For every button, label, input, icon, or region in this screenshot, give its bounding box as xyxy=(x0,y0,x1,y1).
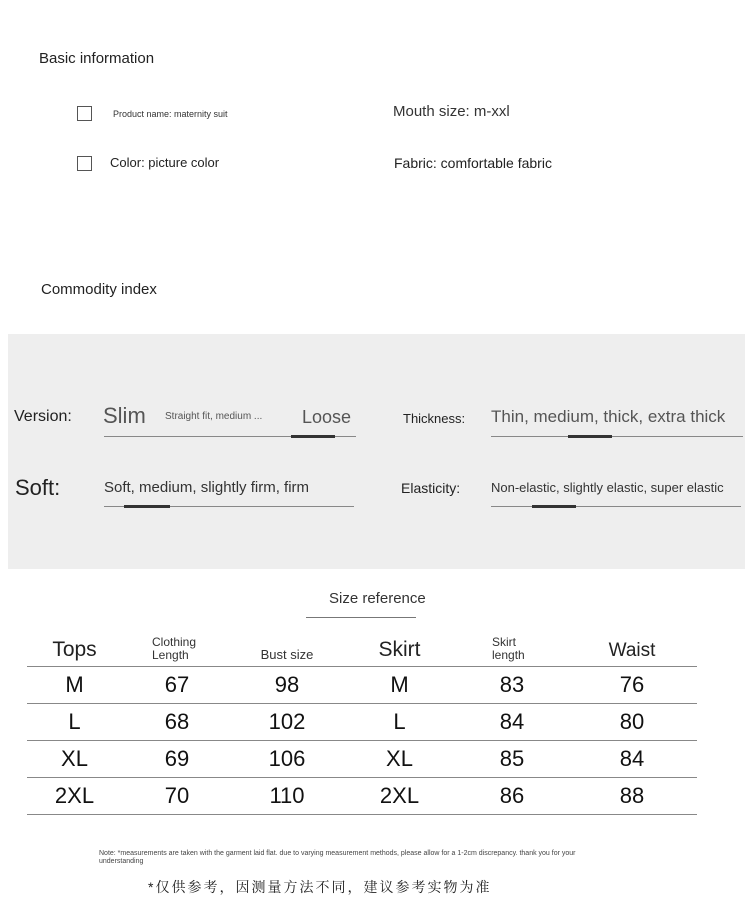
cell-tops-size: XL xyxy=(27,741,122,778)
header-bust-size: Bust size xyxy=(232,624,342,667)
product-name-checkbox[interactable] xyxy=(77,106,92,121)
cell-tops-size: M xyxy=(27,667,122,704)
measurement-note: Note: *measurements are taken with the garment laid flat. due to varying measurement methods, please allow for a 1-2cm discrepancy. thank you for your understanding xyxy=(99,850,576,865)
version-loose: Loose xyxy=(302,407,352,427)
cell-skirt-size: L xyxy=(342,704,457,741)
version-indicator xyxy=(291,435,335,438)
commodity-index-panel xyxy=(8,334,745,569)
cell-skirt-length: 83 xyxy=(457,667,567,704)
cell-tops-size: L xyxy=(27,704,122,741)
table-row xyxy=(27,778,697,815)
commodity-index-title: Commodity index xyxy=(41,281,157,298)
basic-info-title: Basic information xyxy=(39,50,155,67)
cell-skirt-length: 85 xyxy=(457,741,567,778)
mouth-size-text: Mouth size: m-xxl xyxy=(393,103,510,120)
size-reference-title: Size reference xyxy=(329,590,426,607)
cell-bust-size: 106 xyxy=(232,741,342,778)
cell-skirt-length: 86 xyxy=(457,778,567,815)
elasticity-track xyxy=(491,506,741,507)
size-reference-underline xyxy=(306,617,416,618)
cell-waist: 80 xyxy=(567,704,697,741)
thickness-track xyxy=(491,436,743,437)
version-slim: Slim xyxy=(103,403,146,428)
cell-skirt-size: M xyxy=(342,667,457,704)
size-table xyxy=(27,624,697,815)
header-clothing-length: Clothing Length xyxy=(122,624,232,667)
header-skirt-length: Skirt length xyxy=(457,624,567,667)
cell-bust-size: 98 xyxy=(232,667,342,704)
cell-clothing-length: 67 xyxy=(122,667,232,704)
cell-clothing-length: 69 xyxy=(122,741,232,778)
thickness-indicator xyxy=(568,435,612,438)
header-tops: Tops xyxy=(27,624,122,667)
chinese-note-cut: *仅供参考，因测量方法不同，建议参考实物为准 xyxy=(148,879,492,895)
soft-scale: Soft, medium, slightly firm, firm xyxy=(104,479,310,496)
soft-label: Soft: xyxy=(15,475,61,500)
product-name-text: Product name: maternity suit xyxy=(113,109,228,119)
cell-waist: 88 xyxy=(567,778,697,815)
cell-waist: 84 xyxy=(567,741,697,778)
version-label: Version: xyxy=(14,408,72,425)
cell-bust-size: 102 xyxy=(232,704,342,741)
header-skirt: Skirt xyxy=(342,624,457,667)
cell-clothing-length: 68 xyxy=(122,704,232,741)
cell-skirt-size: XL xyxy=(342,741,457,778)
cell-clothing-length: 70 xyxy=(122,778,232,815)
elasticity-label: Elasticity: xyxy=(401,480,461,496)
cell-bust-size: 110 xyxy=(232,778,342,815)
cell-tops-size: 2XL xyxy=(27,778,122,815)
color-checkbox[interactable] xyxy=(77,156,92,171)
color-text: Color: picture color xyxy=(110,155,220,170)
cell-waist: 76 xyxy=(567,667,697,704)
table-row xyxy=(27,704,697,741)
cell-skirt-size: 2XL xyxy=(342,778,457,815)
table-row xyxy=(27,667,697,704)
soft-indicator xyxy=(124,505,170,508)
version-middle: Straight fit, medium ... xyxy=(165,411,263,422)
elasticity-scale: Non-elastic, slightly elastic, super elastic xyxy=(491,480,724,495)
table-row xyxy=(27,741,697,778)
header-waist: Waist xyxy=(567,624,697,667)
elasticity-indicator xyxy=(532,505,576,508)
thickness-label: Thickness: xyxy=(403,411,466,426)
cell-skirt-length: 84 xyxy=(457,704,567,741)
thickness-scale: Thin, medium, thick, extra thick xyxy=(491,407,726,426)
size-table-header xyxy=(27,624,697,667)
fabric-text: Fabric: comfortable fabric xyxy=(394,155,552,171)
